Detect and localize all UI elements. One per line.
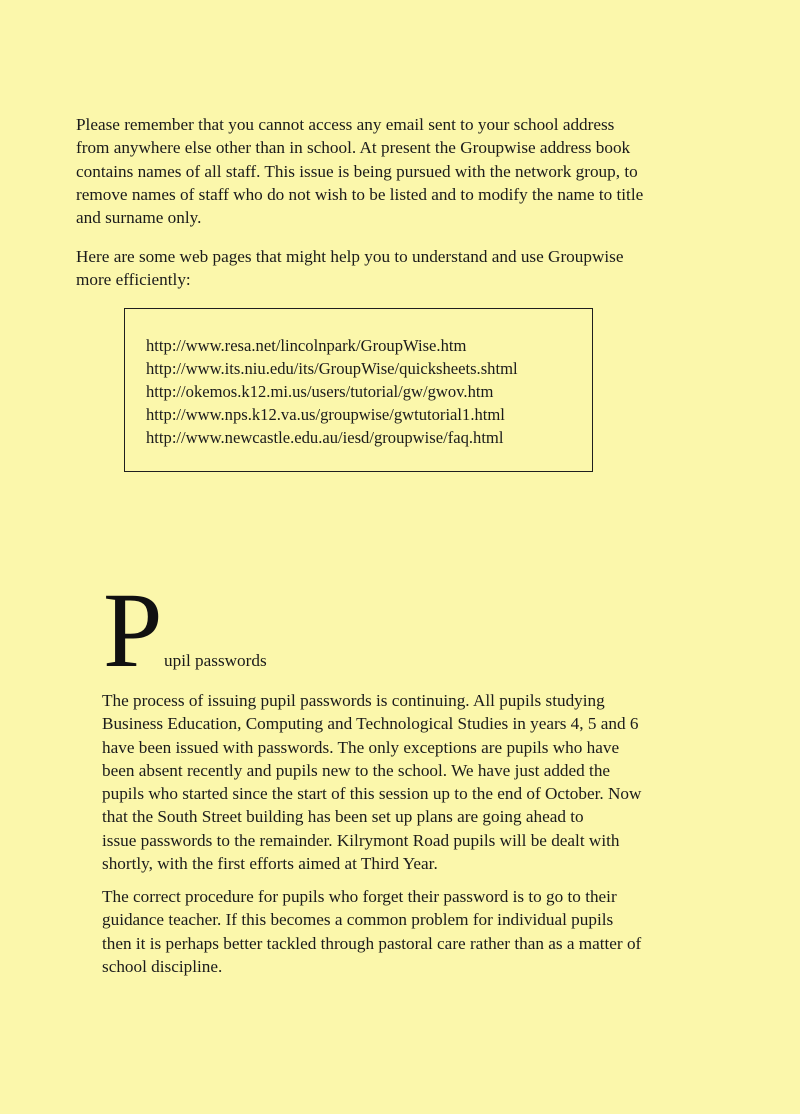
paragraph-line: school discipline. bbox=[102, 956, 223, 976]
link-item-resa[interactable]: http://www.resa.net/lincolnpark/GroupWise.htm bbox=[146, 336, 467, 355]
link-item-nps[interactable]: http://www.nps.k12.va.us/groupwise/gwtutorial1.html bbox=[146, 405, 505, 424]
paragraph-line: that the South Street building has been set up plans are going ahead to bbox=[102, 807, 584, 827]
link-item-okemos[interactable]: http://okemos.k12.mi.us/users/tutorial/gw/gwov.htm bbox=[146, 382, 494, 401]
paragraph-line: Business Education, Computing and Technological Studies in years 4, 5 and 6 bbox=[102, 714, 639, 734]
forgotten-password-paragraph bbox=[102, 885, 641, 978]
paragraph-line: The process of issuing pupil passwords is continuing. All pupils studying bbox=[102, 691, 605, 710]
paragraph-line: and surname only. bbox=[76, 208, 202, 228]
paragraph-line: The correct procedure for pupils who forget their password is to go to their bbox=[102, 887, 617, 906]
links-box bbox=[124, 308, 593, 472]
paragraph-line: shortly, with the first efforts aimed at Third Year. bbox=[102, 854, 438, 874]
paragraph-line: Please remember that you cannot access any email sent to your school address bbox=[76, 115, 615, 134]
paragraph-line: then it is perhaps better tackled through pastoral care rather than as a matter of bbox=[102, 933, 642, 953]
section-heading-text: upil passwords bbox=[164, 651, 267, 670]
link-item-niu[interactable]: http://www.its.niu.edu/its/GroupWise/quicksheets.shtml bbox=[146, 359, 518, 378]
paragraph-line: been absent recently and pupils new to the school. We have just added the bbox=[102, 760, 611, 780]
drop-cap-letter: P bbox=[103, 572, 163, 690]
paragraph-line: guidance teacher. If this becomes a common problem for individual pupils bbox=[102, 910, 614, 930]
email-access-paragraph bbox=[76, 113, 643, 229]
paragraph-line: have been issued with passwords. The only exceptions are pupils who have bbox=[102, 737, 620, 757]
paragraph-line: more efficiently: bbox=[76, 270, 191, 290]
paragraph-line: pupils who started since the start of this session up to the end of October. Now bbox=[102, 784, 642, 804]
paragraph-line: Here are some web pages that might help you to understand and use Groupwise bbox=[76, 247, 624, 266]
pupil-passwords-paragraph bbox=[102, 689, 641, 875]
link-item-newcastle[interactable]: http://www.newcastle.edu.au/iesd/groupwise/faq.html bbox=[146, 428, 504, 447]
web-pages-intro-paragraph bbox=[76, 245, 623, 292]
link-list bbox=[146, 334, 518, 449]
paragraph-line: contains names of all staff. This issue is being pursued with the network group, to bbox=[76, 161, 638, 181]
paragraph-line: issue passwords to the remainder. Kilrymont Road pupils will be dealt with bbox=[102, 830, 620, 850]
paragraph-line: remove names of staff who do not wish to be listed and to modify the name to title bbox=[76, 184, 644, 204]
paragraph-line: from anywhere else other than in school. At present the Groupwise address book bbox=[76, 138, 631, 158]
